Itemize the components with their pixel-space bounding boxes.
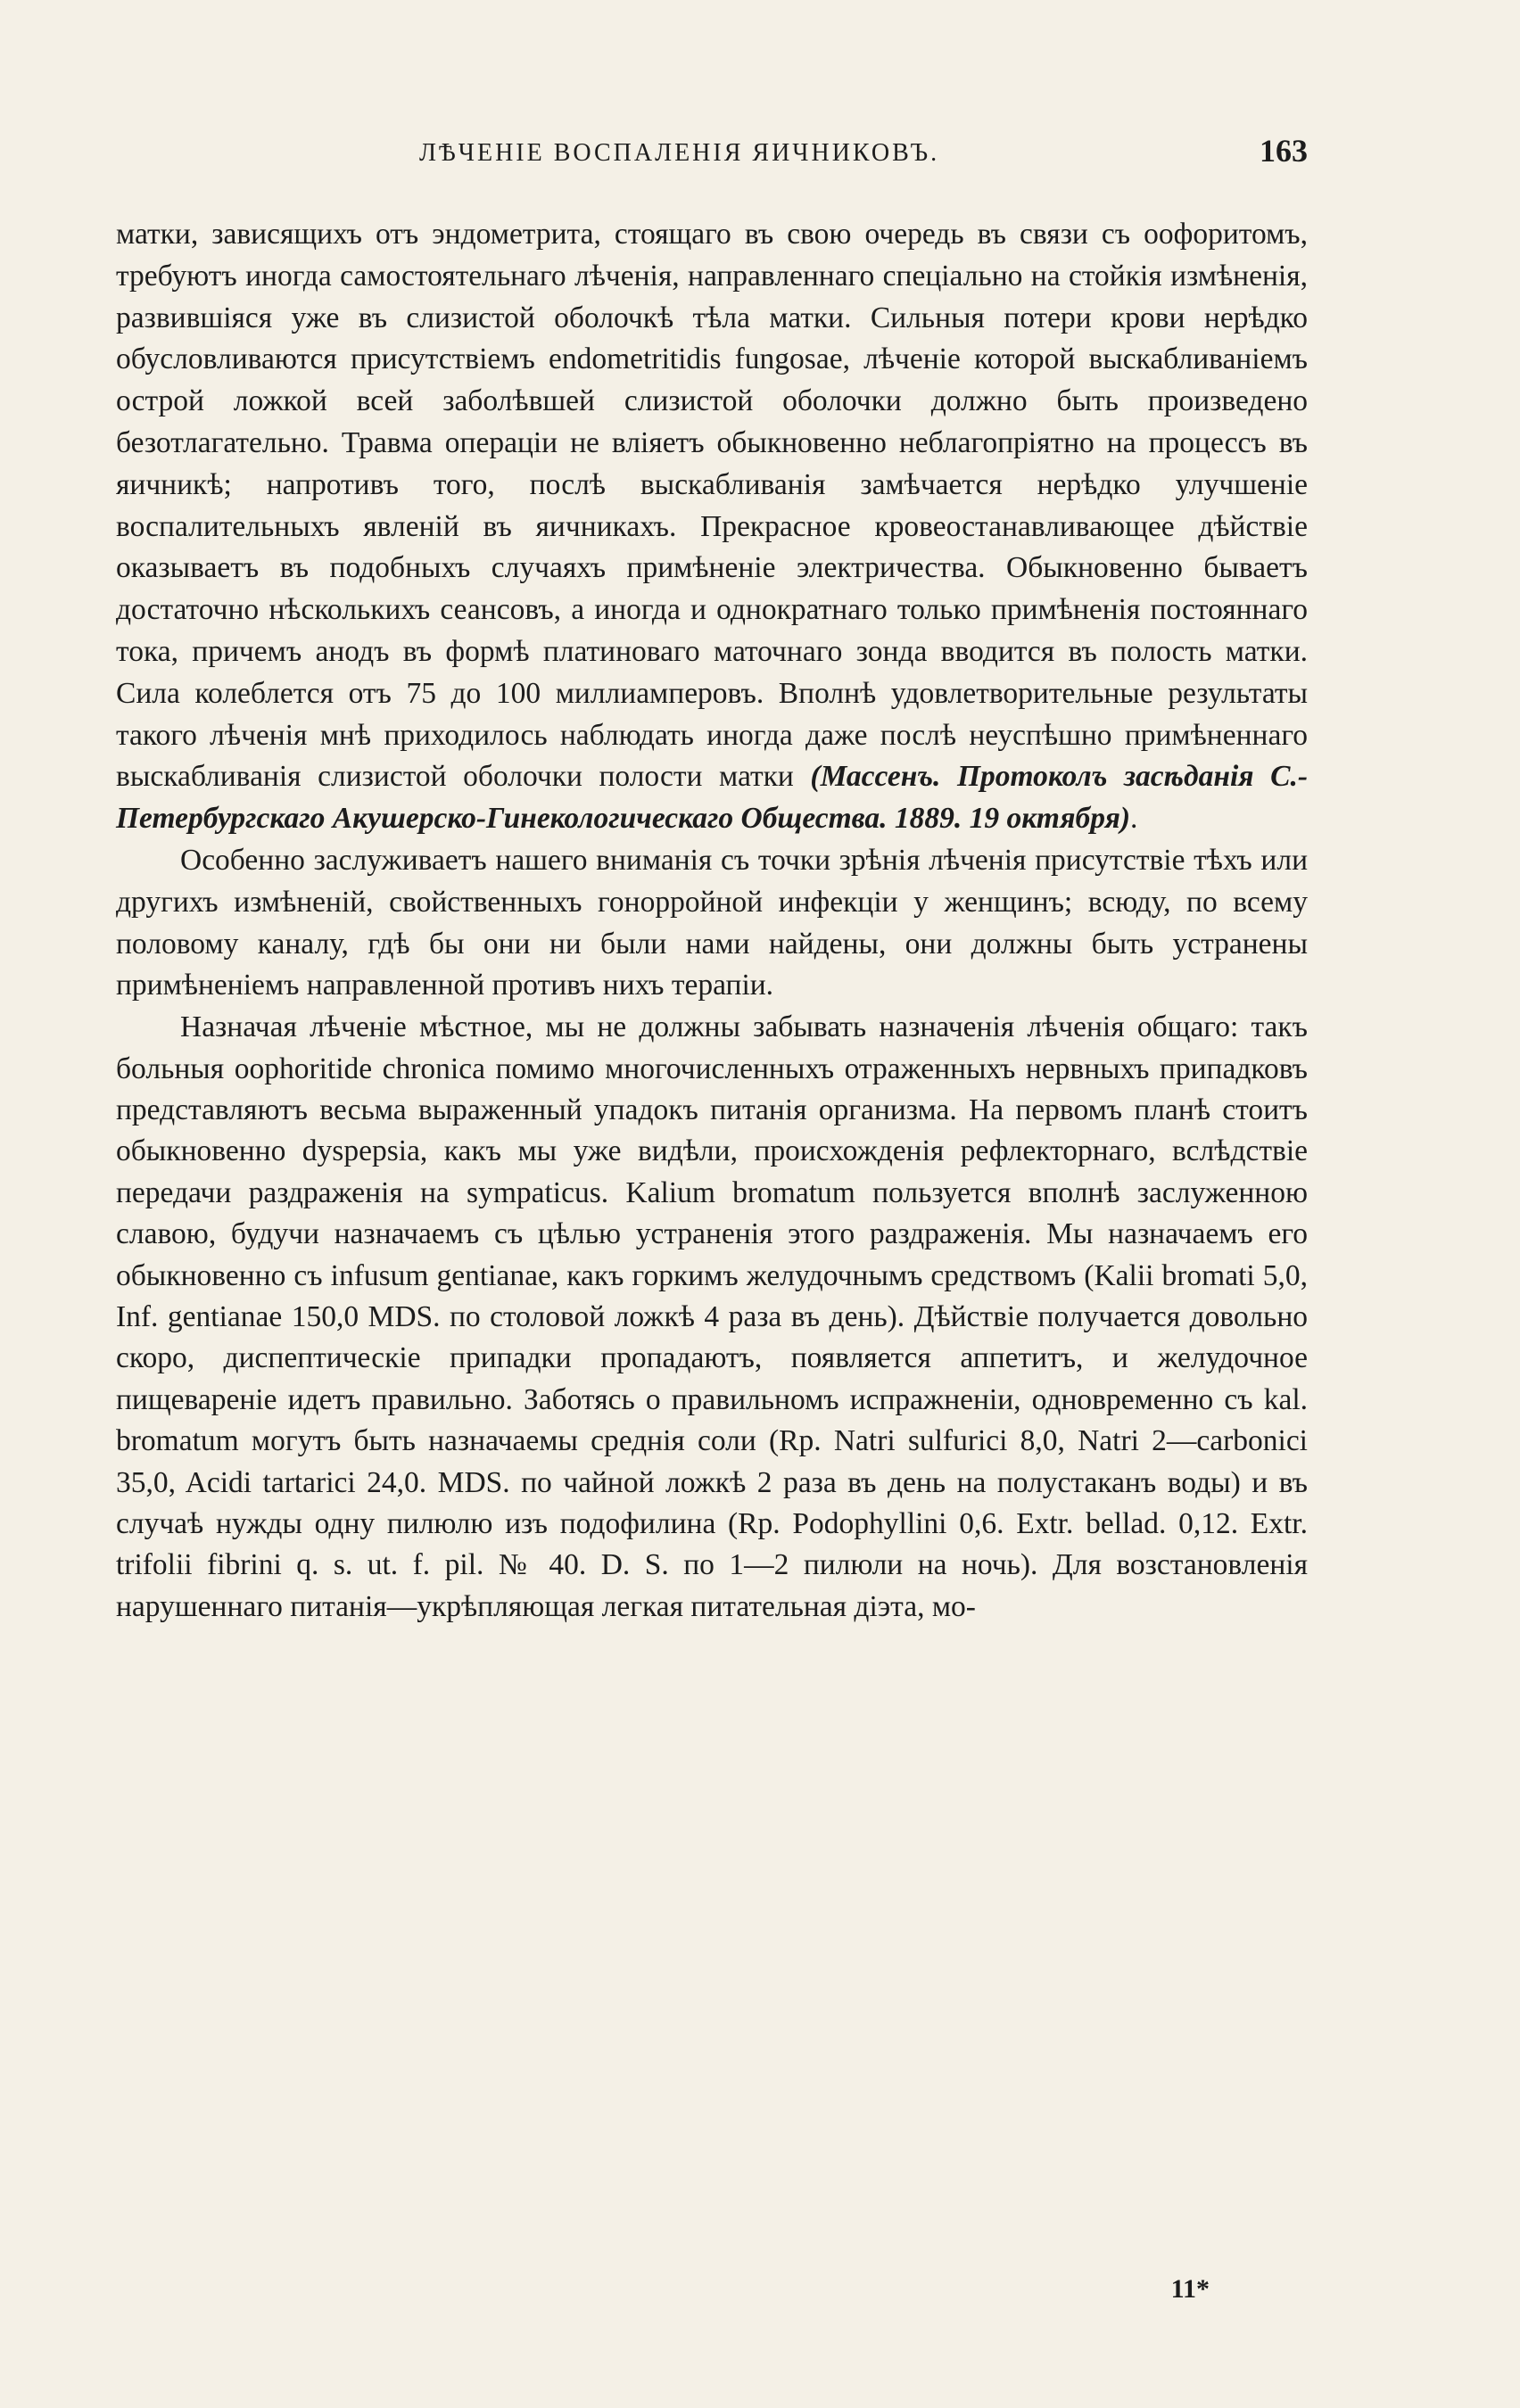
book-page [116,0,1308,2408]
running-head [116,125,1308,178]
body-text [116,214,1308,1628]
paragraph-1 [116,214,1308,840]
running-title: ЛѢЧЕНІЕ ВОСПАЛЕНІЯ ЯИЧНИКОВЪ. [419,139,940,167]
signature-mark: 11* [1170,2274,1210,2304]
page-number: 163 [1260,133,1308,169]
paragraph-1-text: матки, зависящихъ отъ эндометрита, стоящаго въ свою очередь въ связи съ оофоритомъ, требуютъ иногда самостоятельнаго лѣченія, направленнаго спеціально на стойкія измѣненія, развившіяся уже въ слизистой оболочкѣ тѣла матки. Сильныя потери крови нерѣдко обусловливаются присутствіемъ endometritidis fungosae, лѣченіе которой выскабливаніемъ острой ложкой всей заболѣвшей слизистой оболочки должно быть произведено безотлагательно. Травма операціи не вліяетъ обыкновенно неблагопріятно на процессъ въ яичникѣ; напротивъ того, послѣ выскабливанія замѣчается нерѣдко улучшеніе воспалительныхъ явленій въ яичникахъ. Прекрасное кровеостанавливающее дѣйствіе оказываетъ въ подобныхъ случаяхъ примѣненіе электричества. Обыкновенно бываетъ достаточно нѣсколькихъ сеансовъ, а иногда и однократнаго только примѣненія постояннаго тока, причемъ анодъ въ формѣ платиноваго маточнаго зонда вводится въ полость матки. Сила колеблется отъ 75 до 100 миллиамперовъ. Вполнѣ удовлетворительные результаты такого лѣченія мнѣ приходилось наблюдать иногда даже послѣ неуспѣшно примѣненнаго выскабливанія слизистой оболочки полости матки [116,218,1308,794]
paragraph-1-end: . [1130,802,1138,836]
paragraph-3: Назначая лѣченіе мѣстное, мы не должны забывать назначенія лѣченія общаго: такъ больныя oophoritide chronica помимо многочисленныхъ отраженныхъ нервныхъ припадковъ представляютъ весьма выраженный упадокъ питанія организма. На первомъ планѣ стоитъ обыкновенно dyspepsia, какъ мы уже видѣли, происхожденія рефлекторнаго, вслѣдствіе передачи раздраженія на sympaticus. Kalium bromatum пользуется вполнѣ заслуженною славою, будучи назначаемъ съ цѣлью устраненія этого раздраженія. Мы назначаемъ его обыкновенно съ infusum gentianae, какъ горкимъ желудочнымъ средствомъ (Kalii bromati 5,0, Inf. gentianae 150,0 MDS. по столовой ложкѣ 4 раза въ день). Дѣйствіе получается довольно скоро, диспептическіе припадки пропадаютъ, появляется аппетитъ, и желудочное пищевареніе идетъ правильно. Заботясь о правильномъ испражненіи, одновременно съ kal. bromatum могутъ быть назначаемы среднія соли (Rp. Natri sulfurici 8,0, Natri 2—carbonici 35,0, Acidi tartarici 24,0. MDS. по чайной ложкѣ 2 раза въ день на полустаканъ воды) и въ случаѣ нужды одну пилюлю изъ подофилина (Rp. Podophyllini 0,6. Extr. bellad. 0,12. Extr. trifolii fibrini q. s. ut. f. pil. № 40. D. S. по 1—2 пилюли на ночь). Для возстановленія нарушеннаго питанія—укрѣпляющая легкая питательная діэта, мо- [116,1010,1308,1623]
citation: (Массенъ. Протоколъ засѣданія С.-Петербургскаго Акушерско-Гинекологическаго Общества. 1889. 19 октября) [116,760,1308,836]
paragraph-2: Особенно заслуживаетъ нашего вниманія съ точки зрѣнія лѣченія присутствіе тѣхъ или другихъ измѣненій, свойственныхъ гонорройной инфекціи у женщинъ; всюду, по всему половому каналу, гдѣ бы они ни были нами найдены, они должны быть устранены примѣненіемъ направленной противъ нихъ терапіи. [116,843,1308,1002]
